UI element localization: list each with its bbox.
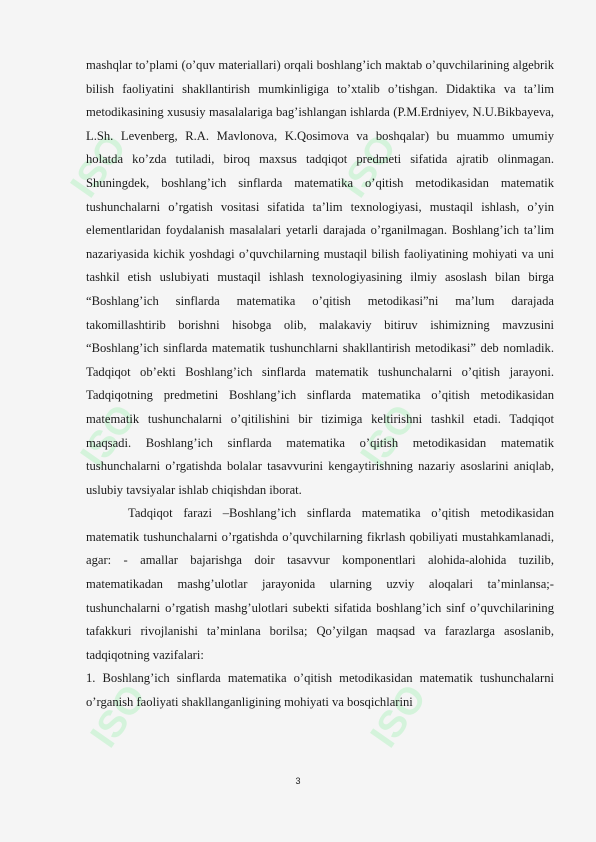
- page-number: 3: [295, 776, 301, 786]
- body-text: [86, 54, 554, 715]
- watermark-glyph: ISO: [362, 677, 435, 756]
- paragraph-1: mashqlar to’plami (o’quv materiallari) orqali boshlang’ich maktab o’quvchilarining algebrik bilish faoliyatini shakllantirish mumkinligiga to’xtalib o’tishgan. Didaktika va ta’lim metodikasining xususiy masalalariga bag’ishlangan ishlarda (P.M.Erdniyev, N.U.Bikbayeva, L.Sh. Levenberg, R.A. Mavlonova, K.Qosimova va boshqalar) bu muammo umumiy holatda ko’zda tutiladi, biroq maxsus tadqiqot predmeti sifatida ajratib olinmagan. Shuningdek, boshlang’ich sinflarda matematika o’qitish metodikasidan matematik tushunchalarni o’rgatish vositasi sifatida ta’lim texnologiyasi, mustaqil ishlash, o’yin elementlaridan foydalanish masalalari yetarli darajada o’rganilmagan. Boshlang’ich ta’lim nazariyasida kichik yoshdagi o’quvchilarning mustaqil bilish faoliyatining mohiyati va uni tashkil etish uslubiyati mustaqil ishlash texnologiyasining ilmiy asoslash bilan birga “Boshlang’ich sinflarda matematika o’qitish metodikasi”ni ma’lum darajada takomillashtirib borishni hisobga olib, malakaviy bitiruv ishimizning mavzusini “Boshlang’ich sinflarda matematik tushunchlarni shakllantirish metodikasi” deb nomladik. Tadqiqot ob’ekti Boshlang’ich sinflarda matematik tushunchalarni o’qitish jarayoni. Tadqiqotning predmetini Boshlang’ich sinflarda matematika o’qitish metodikasidan matematik tushunchalarni o’qitilishini bir tizimiga keltirishni tashkil etadi. Tadqiqot maqsadi. Boshlang’ich sinflarda matematika o’qitish metodikasidan matematik tushunchalarni o’rgatishda bolalar tasavvurini kengaytirishning nazariy asoslarini aniqlab, uslubiy tavsiyalar ishlab chiqishdan iborat.: [86, 58, 554, 497]
- watermark-glyph: ISO: [352, 397, 425, 476]
- watermark-glyph: ISO: [82, 677, 155, 756]
- paragraph-2: Tadqiqot farazi –Boshlang’ich sinflarda matematika o’qitish metodikasidan matematik tushunchalarni o’rgatishda o’quvchilarning fikrlash qobiliyati mustahkamlanadi, agar: - amallar bajarishga doir tasavvur komponentlari alohida-alohida tuzilib, matematikadan mashg’ulotlar jarayonida ularning uzviy aloqalari ta’minlansa;-tushunchalarni o’rgatish mashg’ulotlari subekti sifatida boshlang’ich sinf o’quvchilarining tafakkuri rivojlanishi ta’minlana borilsa; Qo’yilgan maqsad va farazlarga asoslanib, tadqiqotning vazifalari:: [86, 506, 554, 662]
- watermark-glyph: ISO: [72, 397, 145, 476]
- paragraph-3: 1. Boshlang’ich sinflarda matematika o’qitish metodikasidan matematik tushunchalarni o’rganish faoliyati shakllanganligining mohiyati va bosqichlarini: [86, 671, 554, 710]
- watermark-glyph: ISO: [332, 127, 405, 206]
- watermark-glyph: ISO: [62, 127, 135, 206]
